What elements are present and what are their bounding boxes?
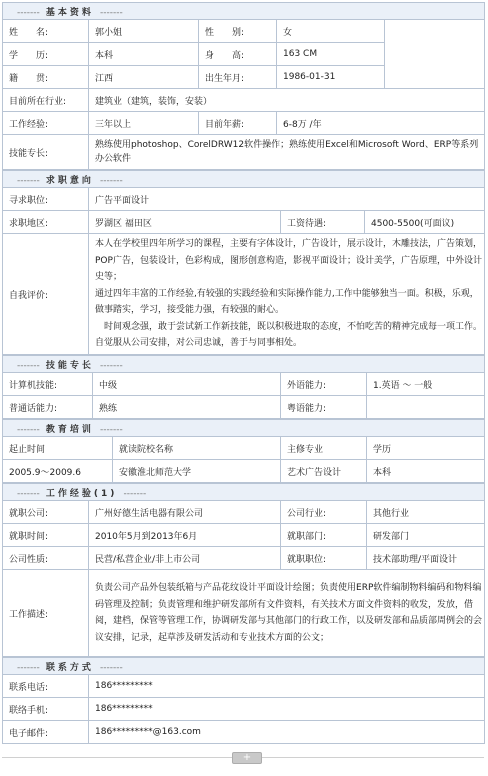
- mobile-label: 联络手机:: [3, 698, 89, 721]
- height-value: 163 CM: [277, 43, 385, 66]
- hometown-value: 江西: [89, 66, 199, 89]
- department-label: 就职部门:: [281, 524, 367, 547]
- company-nature-label: 公司性质:: [3, 547, 89, 570]
- contact-table: [2, 657, 485, 744]
- salary-label: 目前年薪:: [199, 112, 277, 135]
- company-nature-value: 民营/私营企业/非上市公司: [89, 547, 281, 570]
- mandarin-value: 熟练: [93, 396, 281, 419]
- area-value: 罗湖区 福田区: [89, 211, 281, 234]
- hometown-label: 籍 贯:: [3, 66, 89, 89]
- computer-skill-value: 中级: [93, 373, 281, 396]
- photo-area: [385, 20, 485, 89]
- industry-label: 目前所在行业:: [3, 89, 89, 112]
- salary-value: 6-8万 /年: [277, 112, 485, 135]
- section-education-header: ------- 教育培训 -------: [3, 420, 485, 437]
- height-label: 身 高:: [199, 43, 277, 66]
- company-industry-value: 其他行业: [367, 501, 485, 524]
- basic-info-table: [2, 2, 485, 170]
- mandarin-label: 普通话能力:: [3, 396, 93, 419]
- name-value: 郭小姐: [89, 20, 199, 43]
- work-time-label: 就职时间:: [3, 524, 89, 547]
- experience-value: 三年以上: [89, 112, 199, 135]
- skills-table: [2, 355, 485, 419]
- language-value: 1.英语 ～ 一般: [367, 373, 485, 396]
- phone-label: 联系电话:: [3, 675, 89, 698]
- birth-value: 1986-01-31: [277, 66, 385, 89]
- edu-header-school: 就读院校名称: [113, 437, 281, 460]
- mobile-value: 186*********: [89, 698, 485, 721]
- gender-label: 性 别:: [199, 20, 277, 43]
- name-label: 姓 名:: [3, 20, 89, 43]
- company-value: 广州好德生活电器有限公司: [89, 501, 281, 524]
- industry-value: 建筑业（建筑，装饰，安装）: [89, 89, 485, 112]
- phone-value: 186*********: [89, 675, 485, 698]
- area-label: 求职地区:: [3, 211, 89, 234]
- skill-summary-value: 熟练使用photoshop、CorelDRW12软件操作；熟练使用Excel和Microsoft Word、ERP等系列办公软件: [89, 135, 485, 170]
- section-contact-header: ------- 联系方式 -------: [3, 658, 485, 675]
- language-label: 外语能力:: [281, 373, 367, 396]
- education-label: 学 历:: [3, 43, 89, 66]
- education-table: [2, 419, 485, 483]
- pay-value: 4500-5500(可面议): [365, 211, 485, 234]
- skill-summary-label: 技能专长:: [3, 135, 89, 170]
- email-label: 电子邮件:: [3, 721, 89, 744]
- gender-value: 女: [277, 20, 385, 43]
- cantonese-label: 粤语能力:: [281, 396, 367, 419]
- position-value: 广告平面设计: [89, 188, 485, 211]
- expand-button[interactable]: [232, 752, 262, 764]
- plus-icon: +: [242, 752, 252, 763]
- edu-header-period: 起止时间: [3, 437, 113, 460]
- self-eval-paragraph-1: 本人在学校里四年所学习的课程，主要有字体设计，广告设计，展示设计，木雕技法，广告策划，POP广告，包装设计，色彩构成，图形创意构造，影视平面设计；设计美学，广告原理，中外设计史等；: [95, 239, 483, 283]
- position-label: 寻求职位:: [3, 188, 89, 211]
- cantonese-value: [367, 396, 485, 419]
- birth-label: 出生年月:: [199, 66, 277, 89]
- department-value: 研发部门: [367, 524, 485, 547]
- email-value: 186*********@163.com: [89, 721, 485, 744]
- resume: [2, 2, 484, 744]
- company-label: 就职公司:: [3, 501, 89, 524]
- computer-skill-label: 计算机技能:: [3, 373, 93, 396]
- work-desc-label: 工作描述:: [3, 570, 89, 657]
- edu-header-degree: 学历: [367, 437, 485, 460]
- experience-label: 工作经验:: [3, 112, 89, 135]
- self-eval-paragraph-3: 时间观念强，敢于尝试新工作新技能，既以积极进取的态度，不怕吃苦的精神完成每一项工作。自觉服从公司安排，对公司忠诚，善于与同事相处。: [95, 321, 483, 349]
- work-time-value: 2010年5月到2013年6月: [89, 524, 281, 547]
- edu-period: 2005.9～2009.6: [3, 460, 113, 483]
- self-eval-paragraph-2: 通过四年丰富的工作经验,有较强的实践经验和实际操作能力,工作中能够独当一面。积极，乐观，做事踏实，学习，接受能力强，有较强的耐心。: [95, 288, 479, 316]
- education-value: 本科: [89, 43, 199, 66]
- edu-school: 安徽淮北师范大学: [113, 460, 281, 483]
- job-intent-table: [2, 170, 485, 355]
- company-industry-label: 公司行业:: [281, 501, 367, 524]
- self-eval-value: [89, 234, 485, 355]
- section-work-header: ------- 工作经验(1) -------: [3, 484, 485, 501]
- self-eval-label: 自我评价:: [3, 234, 89, 355]
- work-desc-value: 负责公司产品外包装纸箱与产品花纹设计平面设计绘图；负责使用ERP软件编制物料编码和物料编码管理及控制；负责管理和维护研发部所有文件资料，有关技术方面文件资料的收发，发放，借阅，建档，保管等管理工作，协调研发部与其他部门的行政工作，以及研发部和品质部周例会的会议安排，记录，起草涉及研发活动和专业技术方面的公文；: [89, 570, 485, 657]
- job-title-label: 就职职位:: [281, 547, 367, 570]
- edu-header-major: 主修专业: [281, 437, 367, 460]
- edu-major: 艺术广告设计: [281, 460, 367, 483]
- work-table: [2, 483, 485, 657]
- job-title-value: 技术部助理/平面设计: [367, 547, 485, 570]
- table-row: [3, 460, 485, 483]
- section-skills-header: ------- 技能专长 -------: [3, 356, 485, 373]
- section-intent-header: ------- 求职意向 -------: [3, 171, 485, 188]
- section-basic-header: ------- 基本资料 -------: [3, 3, 485, 20]
- pay-label: 工资待遇:: [281, 211, 365, 234]
- edu-degree: 本科: [367, 460, 485, 483]
